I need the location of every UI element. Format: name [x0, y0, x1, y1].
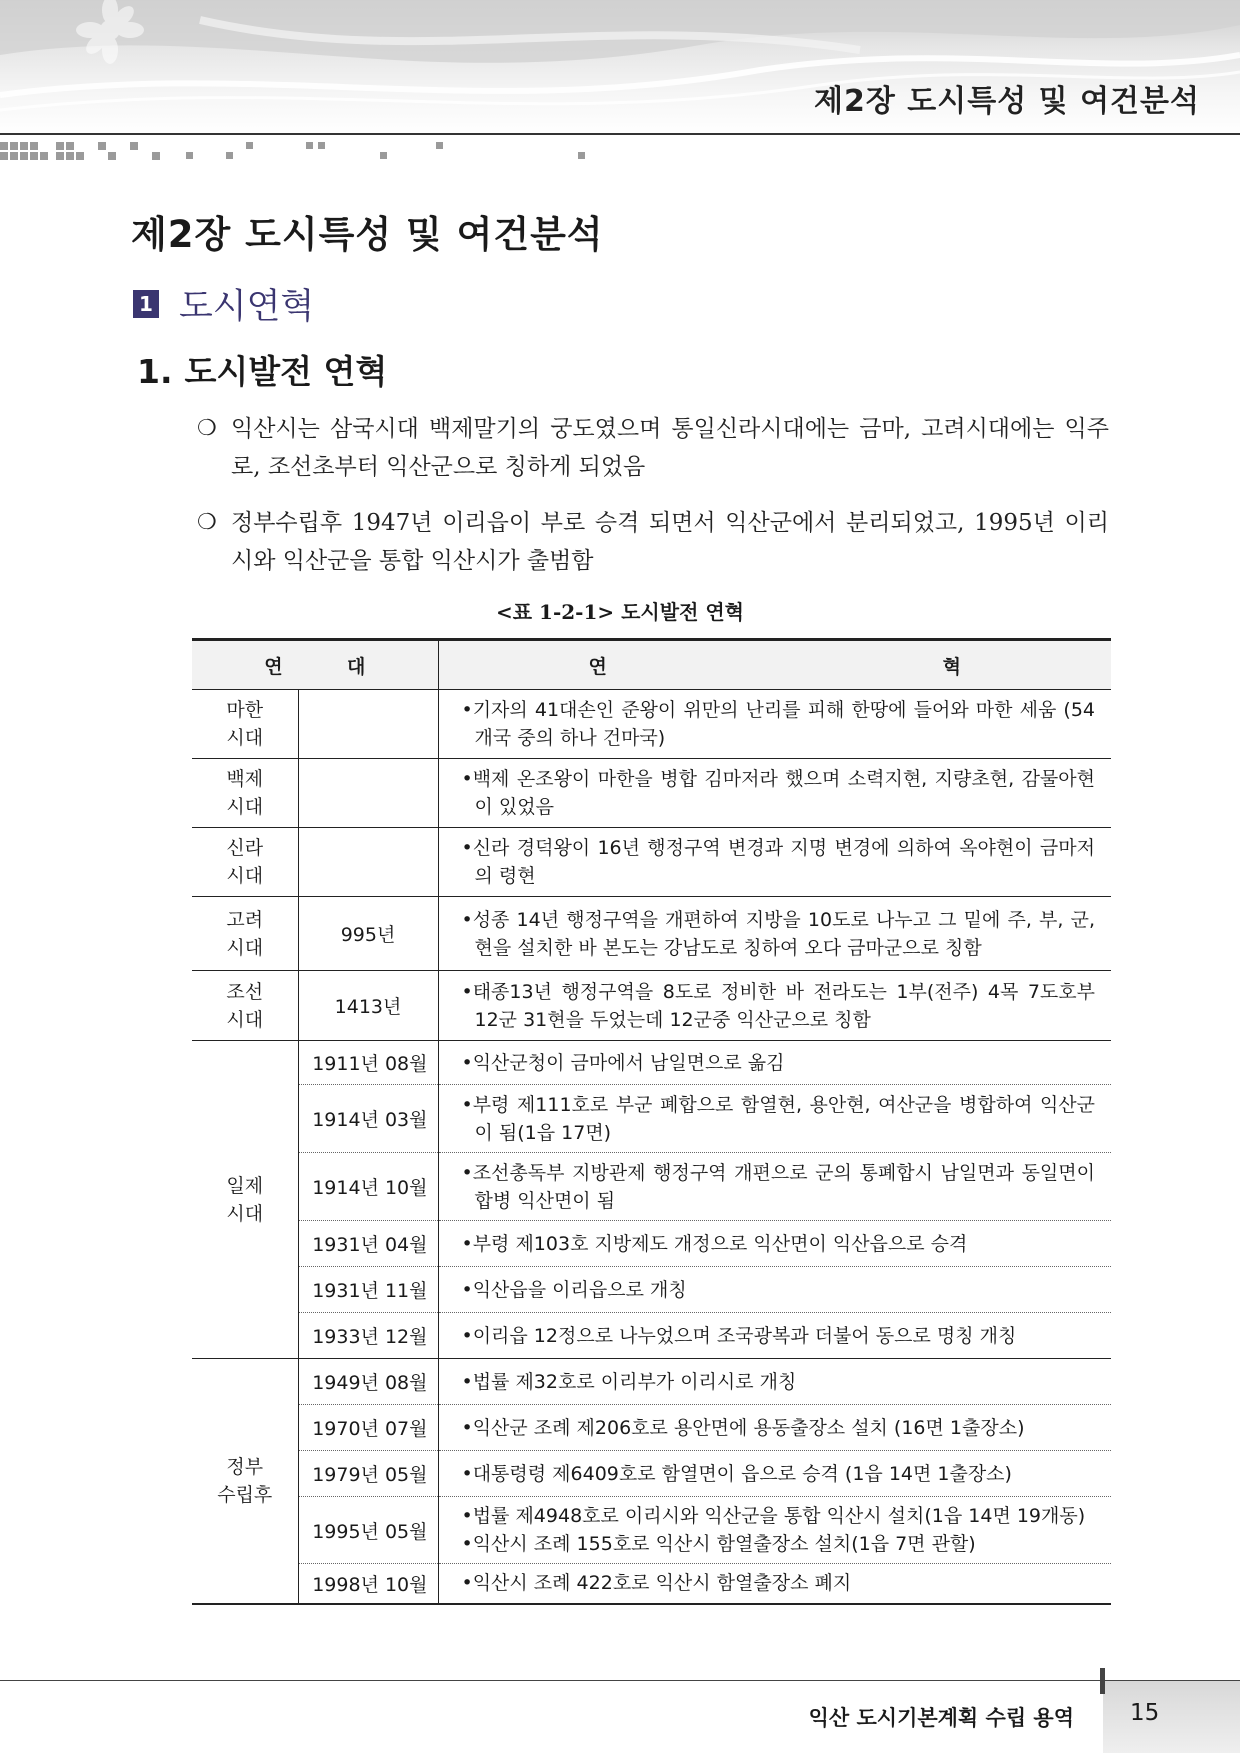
date-cell: 1931년 04월: [298, 1221, 438, 1267]
description-cell: •익산시 조례 422호로 익산시 함열출장소 폐지: [438, 1564, 1111, 1604]
paragraph-text: 익산시는 삼국시대 백제말기의 궁도였으며 통일신라시대에는 금마, 고려시대에는 익주로, 조선초부터 익산군으로 칭하게 되었음: [231, 416, 1109, 480]
header-banner: [0, 0, 1240, 134]
paragraph-bullet: [197, 410, 1109, 486]
circle-bullet-icon: ❍: [197, 510, 217, 535]
table-row: [192, 759, 1111, 828]
subsection-number: 1.: [137, 352, 173, 391]
era-cell: 일제 시대: [192, 1041, 298, 1359]
date-cell: 1995년 05월: [298, 1497, 438, 1564]
table-row: [192, 1041, 1111, 1085]
footer-tick-mark: [1100, 1668, 1105, 1694]
date-cell: 1979년 05월: [298, 1451, 438, 1497]
description-cell: •기자의 41대손인 준왕이 위만의 난리를 피해 한땅에 들어와 마한 세움 (54개국 중의 하나 건마국): [438, 690, 1111, 759]
description-cell: •조선총독부 지방관제 행정구역 개편으로 군의 통폐합시 남일면과 동일면이 합병 익산면이 됨: [438, 1153, 1111, 1221]
date-cell: 1933년 12월: [298, 1313, 438, 1359]
table-row: [192, 690, 1111, 759]
table-row: [192, 1221, 1111, 1267]
description-cell: •익산읍을 이리읍으로 개칭: [438, 1267, 1111, 1313]
table-row: [192, 1451, 1111, 1497]
running-header-title: 제2장 도시특성 및 여건분석: [814, 84, 1200, 119]
table-row: [192, 1497, 1111, 1564]
column-header-period: 연 대: [192, 640, 438, 690]
description-cell: •법률 제4948호로 이리시와 익산군을 통합 익산시 설치(1읍 14면 19개동) •익산시 조례 155호로 익산시 함열출장소 설치(1읍 7면 관할): [438, 1497, 1111, 1564]
table-row: [192, 897, 1111, 971]
table-row: [192, 1564, 1111, 1604]
era-cell: 정부 수립후: [192, 1359, 298, 1604]
paragraph-text: 정부수립후 1947년 이리읍이 부로 승격 되면서 익산군에서 분리되었고, 1995년 이리시와 익산군을 통합 익산시가 출범함: [231, 510, 1109, 574]
date-cell: 1949년 08월: [298, 1359, 438, 1405]
year-cell: 995년: [298, 897, 438, 971]
description-cell: •이리읍 12정으로 나누었으며 조국광복과 더불어 동으로 명칭 개칭: [438, 1313, 1111, 1359]
description-cell: •신라 경덕왕이 16년 행정구역 변경과 지명 변경에 의하여 옥야현이 금마저의 령현: [438, 828, 1111, 897]
table-row: [192, 971, 1111, 1041]
subsection-title: 도시발전 연혁: [184, 352, 388, 391]
date-cell: 1998년 10월: [298, 1564, 438, 1604]
year-cell: [298, 690, 438, 759]
table-caption: <표 1-2-1> 도시발전 연혁: [496, 600, 744, 624]
subsection-heading: [137, 346, 387, 393]
table-row: [192, 1153, 1111, 1221]
section-title: 도시연혁: [179, 287, 315, 327]
description-cell: •부령 제103호 지방제도 개정으로 익산면이 익산읍으로 승격: [438, 1221, 1111, 1267]
circle-bullet-icon: ❍: [197, 416, 217, 441]
date-cell: 1914년 10월: [298, 1153, 438, 1221]
table-row: [192, 828, 1111, 897]
description-cell: •성종 14년 행정구역을 개편하여 지방을 10도로 나누고 그 밑에 주, 부, 군, 현을 설치한 바 본도는 강남도로 칭하여 오다 금마군으로 칭함: [438, 897, 1111, 971]
description-cell: •백제 온조왕이 마한을 병합 김마저라 했으며 소력지현, 지량초현, 감물아현이 있었음: [438, 759, 1111, 828]
table-row: [192, 1359, 1111, 1405]
column-header-history: 연 혁: [438, 640, 1111, 690]
page-number: 15: [1130, 1700, 1160, 1726]
decorative-pixel-pattern: [0, 140, 600, 162]
table-row: [192, 1267, 1111, 1313]
description-cell: •익산군 조례 제206호로 용안면에 용동출장소 설치 (16면 1출장소): [438, 1405, 1111, 1451]
footer-title: 익산 도시기본계획 수립 용역: [808, 1706, 1074, 1730]
table-row: [192, 1313, 1111, 1359]
description-cell: •익산군청이 금마에서 남일면으로 옮김: [438, 1041, 1111, 1085]
table-row: [192, 1085, 1111, 1153]
table-row: [192, 1405, 1111, 1451]
description-cell: •부령 제111호로 부군 폐합으로 함열현, 용안현, 여산군을 병합하여 익산군이 됨(1읍 17면): [438, 1085, 1111, 1153]
footer-divider: [0, 1680, 1240, 1681]
description-cell: •대통령령 제6409호로 함열면이 읍으로 승격 (1읍 14면 1출장소): [438, 1451, 1111, 1497]
era-cell: 신라 시대: [192, 828, 298, 897]
date-cell: 1970년 07월: [298, 1405, 438, 1451]
description-cell: •태종13년 행정구역을 8도로 정비한 바 전라도는 1부(전주) 4목 7도호부 12군 31현을 두었는데 12군중 익산군으로 칭함: [438, 971, 1111, 1041]
year-cell: [298, 759, 438, 828]
era-cell: 조선 시대: [192, 971, 298, 1041]
era-cell: 고려 시대: [192, 897, 298, 971]
header-divider: [0, 133, 1240, 135]
year-cell: 1413년: [298, 971, 438, 1041]
era-cell: 백제 시대: [192, 759, 298, 828]
paragraph-bullet: [197, 504, 1109, 580]
date-cell: 1931년 11월: [298, 1267, 438, 1313]
era-cell: 마한 시대: [192, 690, 298, 759]
history-table: [192, 638, 1111, 1605]
date-cell: 1911년 08월: [298, 1041, 438, 1085]
chapter-title: 제2장 도시특성 및 여건분석: [131, 213, 604, 256]
description-cell: •법률 제32호로 이리부가 이리시로 개칭: [438, 1359, 1111, 1405]
page-number-box: [1103, 1681, 1240, 1753]
section-heading: [133, 282, 314, 326]
year-cell: [298, 828, 438, 897]
date-cell: 1914년 03월: [298, 1085, 438, 1153]
table-header-row: [192, 640, 1111, 690]
section-number-badge: 1: [133, 290, 159, 318]
